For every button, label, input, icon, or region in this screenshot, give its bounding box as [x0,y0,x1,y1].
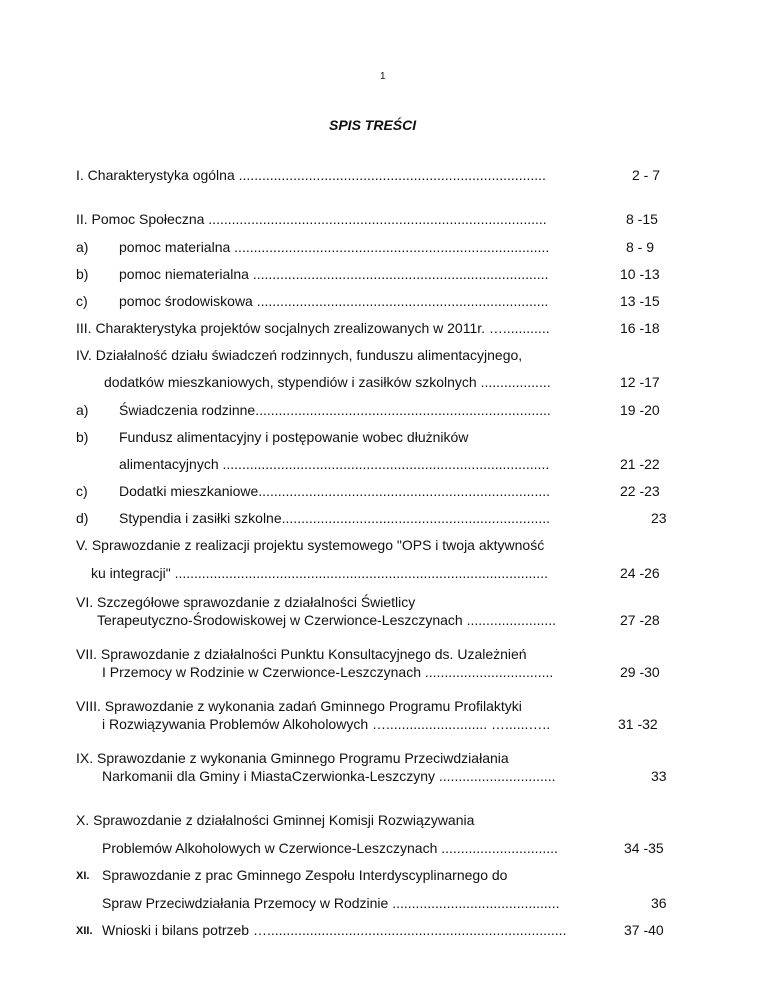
toc-entry-pages: 29 -30 [620,664,660,680]
toc-entry-text: Spraw Przeciwdziałania Przemocy w Rodzinie ........................................... [102,895,560,911]
toc-entry-pages: 12 -17 [620,374,660,390]
toc-entry-label: d) [76,510,89,526]
toc-entry-text: ku integracji" ................................................................................................ [91,565,548,581]
toc-entry-pages: 19 -20 [620,402,660,418]
toc-entry-pages: 33 [651,768,667,784]
page-title: SPIS TREŚCI [329,117,417,133]
toc-entry-text: Problemów Alkoholowych w Czerwionce-Leszczynach .............................. [102,840,558,856]
toc-entry-text: Narkomanii dla Gminy i MiastaCzerwionka-Leszczyny .............................. [102,768,556,784]
toc-entry-text: Dodatki mieszkaniowe........................................................................... [119,483,551,499]
toc-entry-pages: 21 -22 [620,456,660,472]
page-number: 1 [380,71,386,82]
toc-entry-text: Fundusz alimentacyjny i postępowanie wobec dłużników [119,429,469,445]
toc-entry-pages: 16 -18 [620,320,660,336]
toc-entry-label: b) [76,266,89,282]
toc-entry-text: VII. Sprawozdanie z działalności Punktu Konsultacyjnego ds. Uzależnień [76,646,527,662]
toc-entry-text: VI. Szczegółowe sprawozdanie z działalności Świetlicy [76,594,416,610]
toc-entry-text: IX. Sprawozdanie z wykonania Gminnego Programu Przeciwdziałania [76,750,509,766]
toc-entry-text: pomoc środowiskowa ........................................................................... [119,293,549,309]
toc-entry-pages: 37 -40 [624,922,664,938]
toc-entry-pages: 23 [651,510,667,526]
toc-entry-pages: 22 -23 [620,483,660,499]
toc-entry-pages: 24 -26 [620,565,660,581]
toc-entry-text: I Przemocy w Rodzinie w Czerwionce-Leszczynach ................................. [102,664,554,680]
toc-entry-pages: 8 - 9 [626,239,655,255]
toc-entry-text: X. Sprawozdanie z działalności Gminnej Komisji Rozwiązywania [76,812,475,828]
toc-entry-pages: 36 [651,895,667,911]
toc-entry-pages: 2 - 7 [632,167,661,183]
toc-entry-text: II. Pomoc Społeczna ....................................................................................... [76,211,547,227]
toc-entry-label: XII. [76,925,93,937]
toc-entry-text: Stypendia i zasiłki szkolne..................................................................... [119,510,551,526]
toc-entry-label: a) [76,402,89,418]
toc-entry-text: i Rozwiązywania Problemów Alkoholowych ….......................... …......….. [102,716,551,732]
toc-entry-text: VIII. Sprawozdanie z wykonania zadań Gminnego Programu Profilaktyki [76,698,522,714]
toc-entry-pages: 10 -13 [620,266,660,282]
toc-entry-text: pomoc niematerialna ............................................................................ [119,266,549,282]
toc-entry-label: c) [76,293,88,309]
toc-entry-text: Wnioski i bilans potrzeb …............................................................................. [102,922,567,938]
toc-entry-pages: 31 -32 [618,716,658,732]
toc-entry-text: dodatków mieszkaniowych, stypendiów i zasiłków szkolnych .................. [104,374,551,390]
toc-entry-text: III. Charakterystyka projektów socjalnych zrealizowanych w 2011r. …............ [76,320,550,336]
toc-entry-label: XI. [76,870,90,882]
toc-entry-pages: 34 -35 [624,840,664,856]
toc-entry-label: a) [76,239,89,255]
toc-entry-text: V. Sprawozdanie z realizacji projektu systemowego "OPS i twoja aktywność [76,537,545,553]
toc-entry-label: b) [76,429,89,445]
toc-entry-label: c) [76,483,88,499]
toc-entry-pages: 13 -15 [620,293,660,309]
toc-entry-text: Terapeutyczno-Środowiskowej w Czerwionce-Leszczynach ....................... [97,612,557,628]
toc-entry-text: IV. Działalność działu świadczeń rodzinnych, funduszu alimentacyjnego, [76,347,523,363]
toc-entry-text: alimentacyjnych .................................................................................... [119,456,550,472]
toc-entry-text: I. Charakterystyka ogólna ............................................................................... [76,167,546,183]
toc-entry-text: Sprawozdanie z prac Gminnego Zespołu Interdyscyplinarnego do [102,867,508,883]
toc-entry-pages: 27 -28 [620,612,660,628]
toc-entry-text: Świadczenia rodzinne............................................................................ [119,402,551,418]
toc-entry-text: pomoc materialna ................................................................................. [119,239,550,255]
toc-entry-pages: 8 -15 [626,211,658,227]
